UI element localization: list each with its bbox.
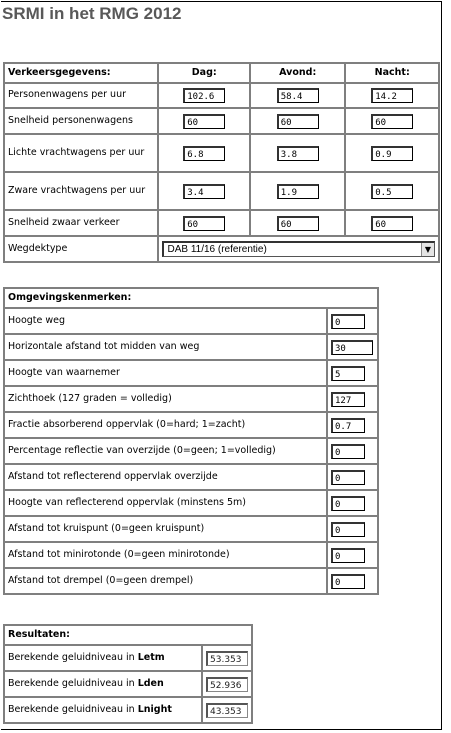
- traffic-row: [4, 172, 439, 210]
- metric-letm: Letm: [137, 651, 165, 663]
- hoogte-waarnemer-input[interactable]: 5: [331, 366, 365, 381]
- lichte-vrachtwagens-nacht-input[interactable]: 0.9: [371, 146, 413, 161]
- header-nacht: Nacht:: [345, 63, 439, 83]
- page-title: SRMI in het RMG 2012: [2, 4, 182, 23]
- results-row-label: Berekende geluidniveau in Lden: [4, 671, 202, 697]
- environment-row: [4, 386, 378, 412]
- results-header: Resultaten:: [4, 625, 252, 645]
- result-lnight-field: 43.353: [206, 703, 248, 718]
- traffic-header-row: [4, 63, 439, 83]
- results-table: [3, 624, 253, 724]
- metric-lden: Lden: [137, 677, 164, 689]
- environment-row-label: Hoogte weg: [4, 308, 327, 334]
- snelheid-personenwagens-nacht-input[interactable]: 60: [371, 114, 413, 129]
- metric-lnight: Lnight: [137, 703, 172, 715]
- result-lden-field: 52.936: [206, 677, 248, 692]
- zichthoek-input[interactable]: 127: [331, 392, 365, 407]
- environment-row: [4, 490, 378, 516]
- environment-row: [4, 542, 378, 568]
- traffic-row-label: Personenwagens per uur: [4, 83, 158, 108]
- environment-row: [4, 568, 378, 594]
- traffic-row: [4, 83, 439, 108]
- lichte-vrachtwagens-dag-input[interactable]: 6.8: [183, 146, 225, 161]
- hoogte-reflecterend-input[interactable]: 0: [331, 496, 365, 511]
- horizontale-afstand-input[interactable]: 30: [331, 340, 373, 355]
- environment-row-label: Hoogte van waarnemer: [4, 360, 327, 386]
- environment-row: [4, 464, 378, 490]
- environment-row: [4, 412, 378, 438]
- snelheid-zwaar-dag-input[interactable]: 60: [183, 216, 225, 231]
- environment-row-label: Hoogte van reflecterend oppervlak (minstens 5m): [4, 490, 327, 516]
- traffic-row-label: Snelheid personenwagens: [4, 108, 158, 134]
- personenwagens-nacht-input[interactable]: 14.2: [371, 88, 413, 103]
- traffic-row-label: Snelheid zwaar verkeer: [4, 210, 158, 236]
- traffic-row: [4, 108, 439, 134]
- fractie-absorberend-input[interactable]: 0.7: [331, 418, 365, 433]
- environment-row-label: Zichthoek (127 graden = volledig): [4, 386, 327, 412]
- zware-vrachtwagens-nacht-input[interactable]: 0.5: [371, 184, 413, 199]
- snelheid-personenwagens-dag-input[interactable]: 60: [183, 114, 225, 129]
- snelheid-zwaar-nacht-input[interactable]: 60: [371, 216, 413, 231]
- traffic-table: [3, 62, 440, 263]
- zware-vrachtwagens-avond-input[interactable]: 1.9: [277, 184, 319, 199]
- wegdektype-select[interactable]: [162, 241, 435, 257]
- hoogte-weg-input[interactable]: 0: [331, 314, 365, 329]
- environment-row-label: Afstand tot reflecterend oppervlak overzijde: [4, 464, 327, 490]
- wegdektype-selected-value: DAB 11/16 (referentie): [167, 243, 267, 255]
- results-row: [4, 697, 252, 723]
- lichte-vrachtwagens-avond-input[interactable]: 3.8: [277, 146, 319, 161]
- traffic-row-label: Lichte vrachtwagens per uur: [4, 134, 158, 172]
- environment-row-label: Horizontale afstand tot midden van weg: [4, 334, 327, 360]
- environment-table: [3, 287, 379, 595]
- environment-header: Omgevingskenmerken:: [4, 288, 378, 308]
- results-row-label: Berekende geluidniveau in Lnight: [4, 697, 202, 723]
- environment-row-label: Afstand tot minirotonde (0=geen minirotonde): [4, 542, 327, 568]
- header-dag: Dag:: [158, 63, 250, 83]
- environment-row-label: Afstand tot kruispunt (0=geen kruispunt): [4, 516, 327, 542]
- environment-row: [4, 360, 378, 386]
- environment-row: [4, 438, 378, 464]
- environment-row-label: Afstand tot drempel (0=geen drempel): [4, 568, 327, 594]
- afstand-reflecterend-input[interactable]: 0: [331, 470, 365, 485]
- environment-row-label: Fractie absorberend oppervlak (0=hard; 1=zacht): [4, 412, 327, 438]
- zware-vrachtwagens-dag-input[interactable]: 3.4: [183, 184, 225, 199]
- results-header-row: [4, 625, 252, 645]
- surface-label: Wegdektype: [4, 236, 158, 262]
- snelheid-zwaar-avond-input[interactable]: 60: [277, 216, 319, 231]
- environment-row: [4, 334, 378, 360]
- results-row: [4, 671, 252, 697]
- chevron-down-icon[interactable]: ▼: [421, 243, 434, 256]
- environment-row: [4, 308, 378, 334]
- result-letm-field: 53.353: [206, 651, 248, 666]
- afstand-minirotonde-input[interactable]: 0: [331, 548, 365, 563]
- percentage-reflectie-input[interactable]: 0: [331, 444, 365, 459]
- environment-row-label: Percentage reflectie van overzijde (0=geen; 1=volledig): [4, 438, 327, 464]
- traffic-row-label: Zware vrachtwagens per uur: [4, 172, 158, 210]
- environment-header-row: [4, 288, 378, 308]
- personenwagens-dag-input[interactable]: 102.6: [183, 88, 225, 103]
- traffic-row: [4, 210, 439, 236]
- afstand-drempel-input[interactable]: 0: [331, 574, 365, 589]
- results-row-label: Berekende geluidniveau in Letm: [4, 645, 202, 671]
- surface-row: [4, 236, 439, 262]
- afstand-kruispunt-input[interactable]: 0: [331, 522, 365, 537]
- snelheid-personenwagens-avond-input[interactable]: 60: [277, 114, 319, 129]
- results-row: [4, 645, 252, 671]
- traffic-header-label: Verkeersgegevens:: [4, 63, 158, 83]
- personenwagens-avond-input[interactable]: 58.4: [277, 88, 319, 103]
- header-avond: Avond:: [250, 63, 345, 83]
- traffic-row: [4, 134, 439, 172]
- environment-row: [4, 516, 378, 542]
